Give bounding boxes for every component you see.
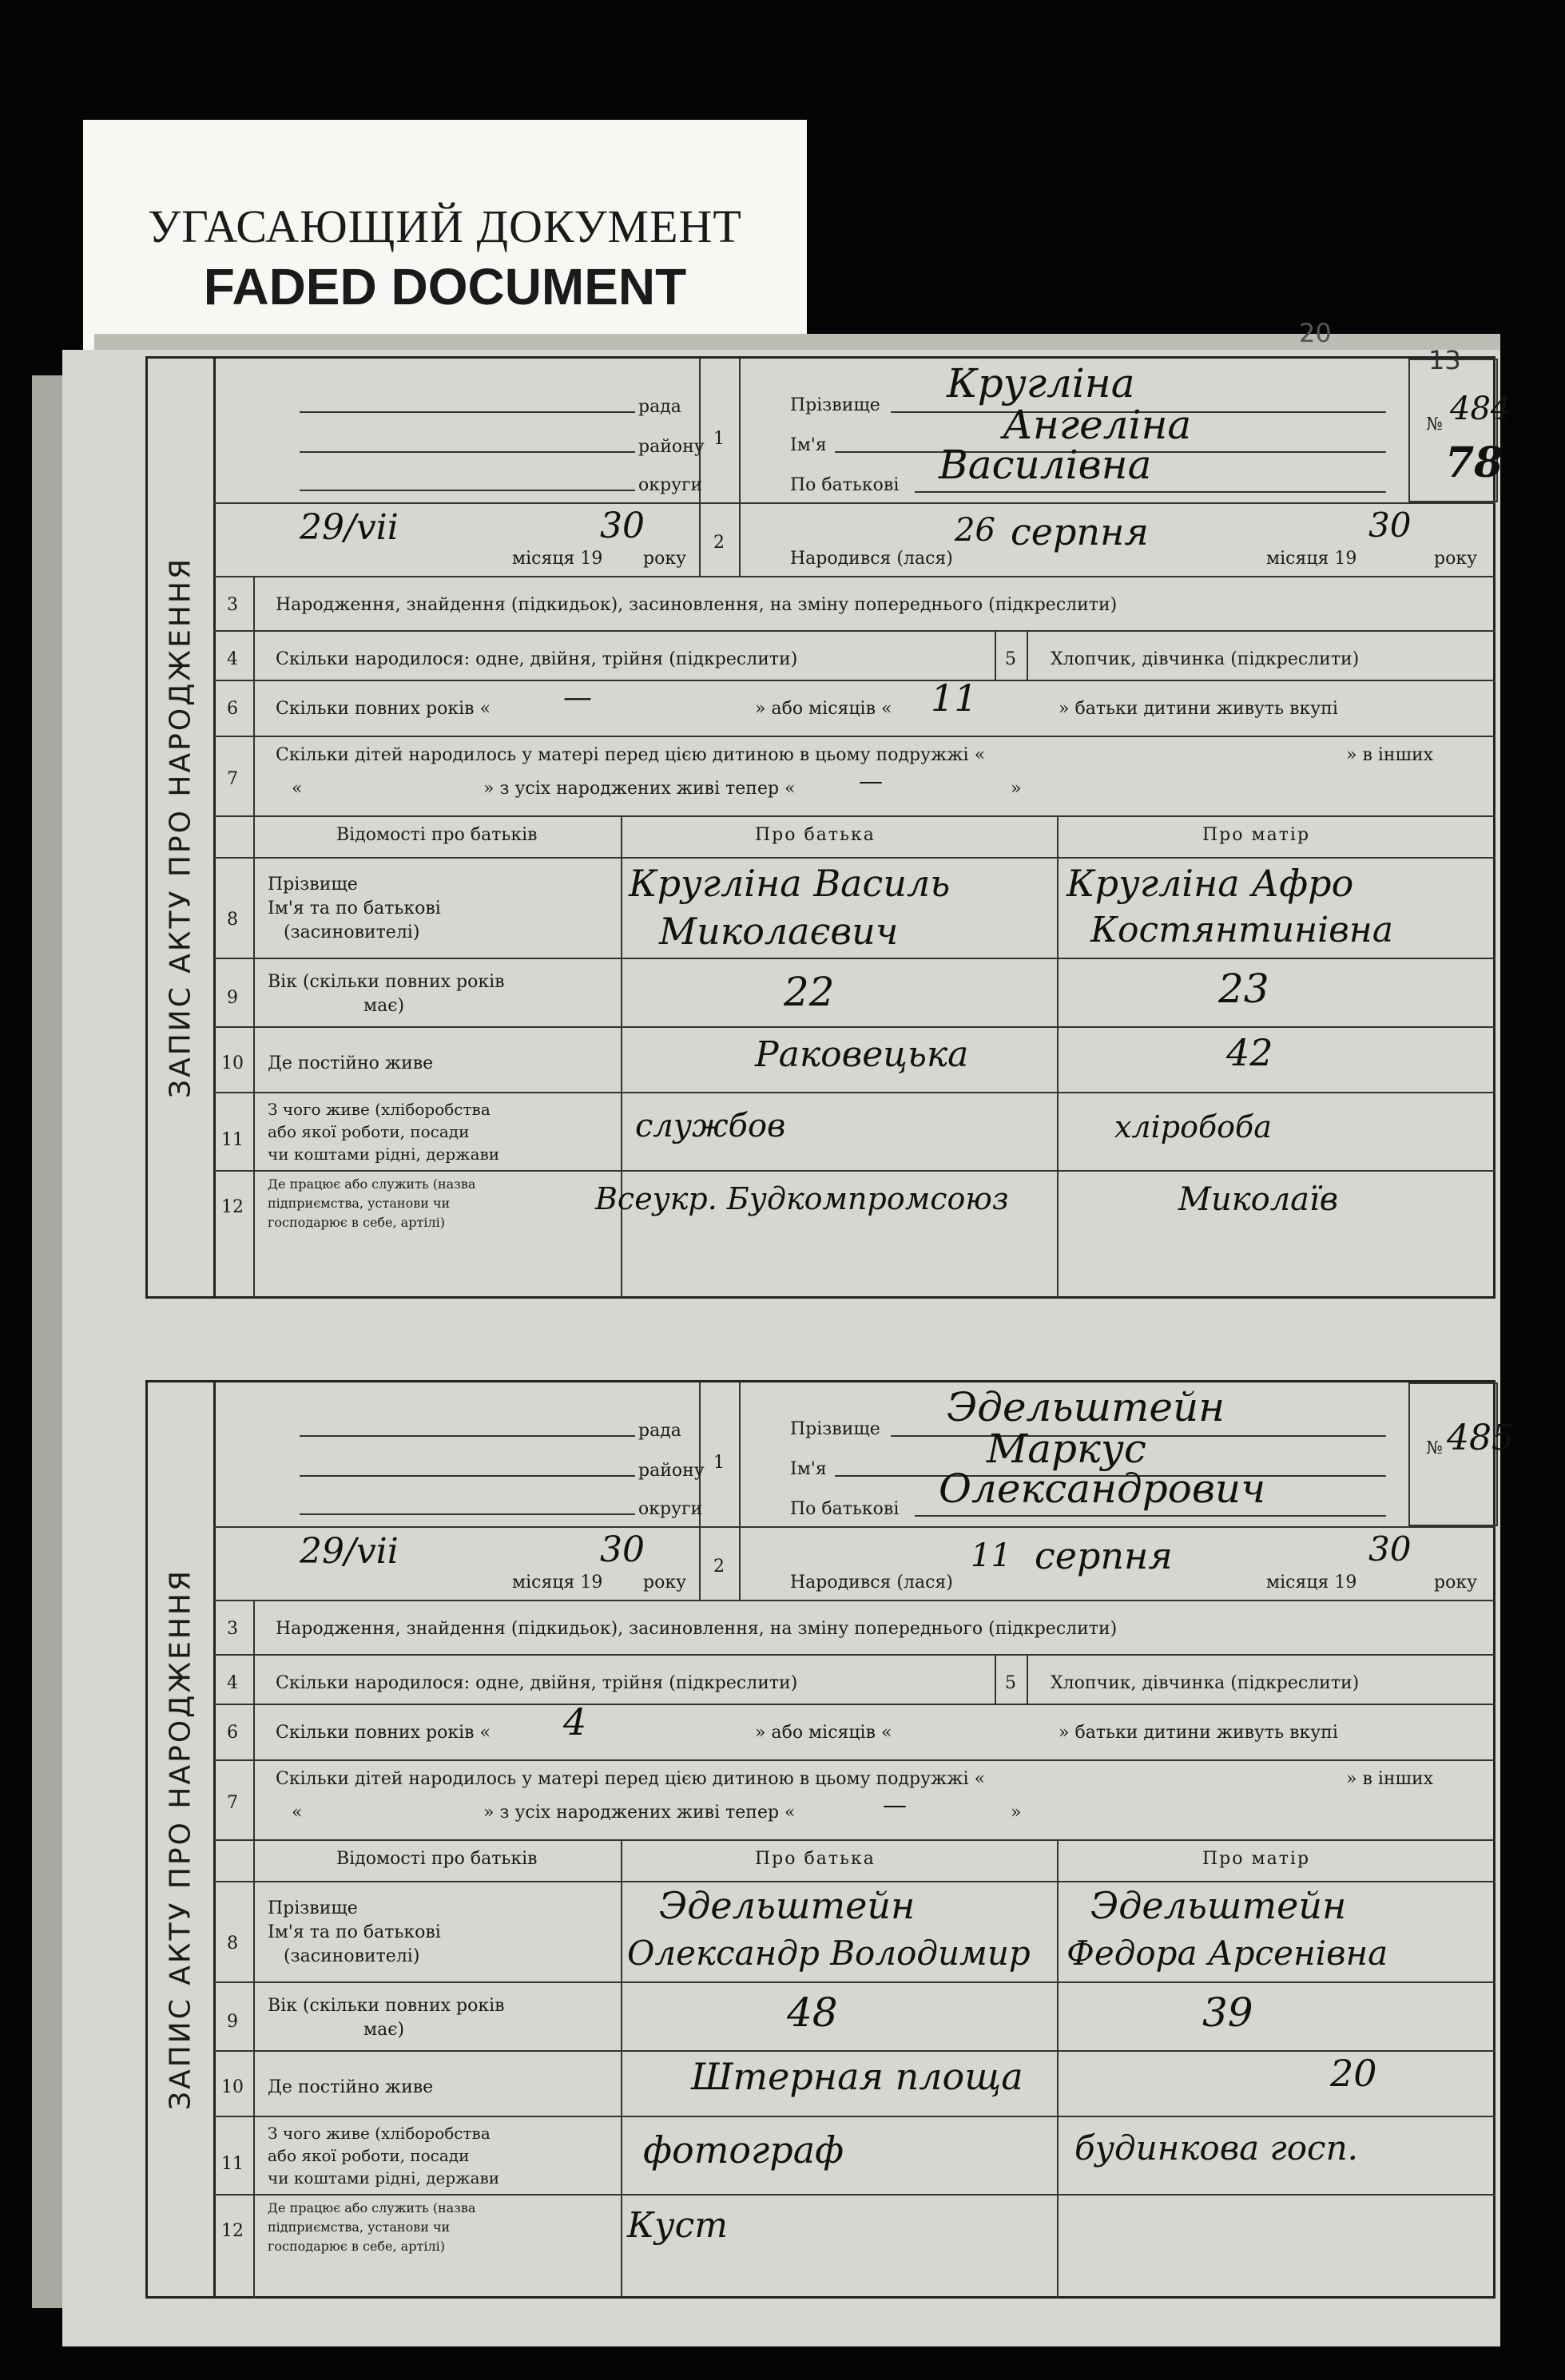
row-number: 8 xyxy=(227,910,238,930)
rule-line xyxy=(213,1881,1495,1882)
printed-label: або якої роботи, посади xyxy=(268,1122,470,1141)
father-occupation: службов xyxy=(635,1108,786,1144)
printed-label: Де працює або служить (назва xyxy=(268,2200,476,2215)
father-name: Олександр Володимир xyxy=(627,1934,1031,1973)
row-number: 11 xyxy=(221,2154,244,2174)
printed-label: має) xyxy=(363,2020,405,2040)
row-number: 1 xyxy=(713,429,725,449)
printed-label: № xyxy=(1426,415,1443,434)
birth-year: 30 xyxy=(1368,506,1412,545)
printed-label: Де постійно живе xyxy=(268,1053,434,1073)
rule-line xyxy=(213,2194,1495,2196)
mother-occupation: будинкова госп. xyxy=(1074,2128,1358,2168)
rule-line xyxy=(213,680,1495,681)
birth-year: 30 xyxy=(1368,1529,1412,1569)
printed-label: місяця 19 xyxy=(512,549,603,569)
row-number: 12 xyxy=(221,2221,244,2241)
row-number: 9 xyxy=(227,988,238,1008)
rule-line xyxy=(915,491,1386,493)
father-surname: Кругліна Василь xyxy=(629,862,951,905)
residence-street: Штерная площа xyxy=(691,2055,1023,2098)
printed-label: місяця 19 xyxy=(1266,549,1357,569)
child-name: Ангеліна xyxy=(1003,402,1192,448)
printed-label: З чого живе (хліборобства xyxy=(268,1100,491,1119)
mother-surname: Кругліна Афро xyxy=(1067,862,1354,905)
row-number: 6 xyxy=(227,1723,238,1743)
printed-label: Скільки народилося: одне, двійня, трійня (підкреслити) xyxy=(276,1673,798,1693)
child-surname: Эдельштейн xyxy=(947,1384,1225,1430)
column-rule xyxy=(621,815,622,1299)
pencil-mark-top: 20 xyxy=(1299,318,1332,348)
label-russian: УГАСАЮЩИЙ ДОКУМЕНТ xyxy=(148,200,742,252)
printed-label: має) xyxy=(363,996,405,1016)
printed-label: рада xyxy=(638,1421,681,1441)
birth-record-form xyxy=(145,1380,1514,2299)
record-number: 484 xyxy=(1450,391,1511,427)
printed-label: « xyxy=(292,1803,303,1823)
row-number: 8 xyxy=(227,1934,238,1954)
row-number: 5 xyxy=(1005,649,1016,669)
record-number: 485 xyxy=(1447,1418,1514,1458)
child-name: Маркус xyxy=(987,1426,1146,1472)
form-side-title: ЗАПИС АКТУ ПРО НАРОДЖЕННЯ xyxy=(148,1382,216,2296)
printed-label: Про матір xyxy=(1202,825,1311,845)
printed-label: Скільки дітей народилось у матері перед цією дитиною в цьому подружжі « xyxy=(276,745,986,765)
printed-label: округи xyxy=(638,475,703,495)
row-number: 9 xyxy=(227,2012,238,2032)
printed-label: року xyxy=(1434,1573,1478,1593)
row-number: 5 xyxy=(1005,1673,1016,1693)
printed-label: Відомості про батьків xyxy=(336,1849,538,1869)
rule-line xyxy=(300,1435,635,1437)
column-rule xyxy=(739,1382,741,1600)
children-living: — xyxy=(883,1791,907,1819)
printed-label: » з усіх народжених живі тепер « xyxy=(483,779,796,799)
printed-label: Скільки дітей народилось у матері перед цією дитиною в цьому подружжі « xyxy=(276,1769,986,1789)
column-rule xyxy=(699,1382,701,1600)
rule-line xyxy=(213,1600,1495,1601)
printed-label: З чого живе (хліборобства xyxy=(268,2124,491,2143)
printed-label: (засиновителі) xyxy=(284,922,420,942)
children-living: — xyxy=(859,768,883,795)
row-number: 3 xyxy=(227,1619,238,1639)
registration-day: 29/vіі xyxy=(300,1531,399,1572)
rule-line xyxy=(213,1526,1495,1528)
column-rule xyxy=(739,359,741,576)
child-surname: Кругліна xyxy=(947,360,1135,407)
row-number: 1 xyxy=(713,1453,725,1473)
father-workplace: Куст xyxy=(627,2205,728,2246)
printed-label: місяця 19 xyxy=(1266,1573,1357,1593)
row-number: 2 xyxy=(713,533,725,553)
mother-age: 39 xyxy=(1202,1989,1253,2036)
mother-surname: Эдельштейн xyxy=(1090,1884,1347,1927)
child-patronymic: Василівна xyxy=(939,442,1152,488)
row-number: 12 xyxy=(221,1197,244,1217)
printed-label: господарює в себе, артілі) xyxy=(268,1215,445,1230)
rule-line xyxy=(213,576,1495,577)
rule-line xyxy=(213,1092,1495,1093)
record-number-alt: 78 xyxy=(1445,438,1503,487)
father-occupation: фотограф xyxy=(643,2128,844,2172)
column-rule xyxy=(253,1839,255,2299)
printed-label: чи коштами рідні, держави xyxy=(268,2168,500,2188)
rule-line xyxy=(213,958,1495,959)
months-together: 11 xyxy=(931,676,978,720)
printed-label: рада xyxy=(638,397,681,417)
father-age: 48 xyxy=(787,1989,838,2036)
rule-line xyxy=(213,1704,1495,1705)
years-together: — xyxy=(563,681,592,714)
printed-label: Де працює або служить (назва xyxy=(268,1176,476,1192)
printed-label: року xyxy=(643,1573,687,1593)
printed-label: підприємства, установи чи xyxy=(268,1196,451,1211)
printed-label: » з усіх народжених живі тепер « xyxy=(483,1803,796,1823)
rule-line xyxy=(213,736,1495,737)
rule-line xyxy=(213,630,1495,632)
rule-line xyxy=(213,1759,1495,1761)
printed-label: району xyxy=(638,437,705,457)
printed-label: Ім'я xyxy=(790,1459,827,1479)
mother-age: 23 xyxy=(1218,966,1269,1012)
row-number: 7 xyxy=(227,1793,238,1813)
rule-line xyxy=(300,411,635,413)
printed-label: » або місяців « xyxy=(755,1723,892,1743)
printed-label: підприємства, установи чи xyxy=(268,2219,451,2235)
rule-line xyxy=(213,857,1495,859)
printed-label: Де постійно живе xyxy=(268,2077,434,2097)
registration-year: 30 xyxy=(600,506,645,546)
column-rule xyxy=(1057,815,1059,1299)
printed-label: округи xyxy=(638,1499,703,1519)
printed-label: Народження, знайдення (підкидьок), засиновлення, на зміну попереднього (підкреслити) xyxy=(276,595,1118,615)
register-page xyxy=(62,318,1514,2346)
rule-line xyxy=(213,815,1495,817)
father-age: 22 xyxy=(784,969,835,1015)
printed-label: Народився (лася) xyxy=(790,549,953,569)
printed-label: Вік (скільки повних років xyxy=(268,972,505,992)
printed-label: року xyxy=(1434,549,1478,569)
pencil-mark-corner: 13 xyxy=(1428,345,1461,375)
row-number: 10 xyxy=(221,2077,244,2097)
printed-label: Ім'я та по батькові xyxy=(268,898,441,918)
faded-document-label xyxy=(83,120,807,351)
printed-label: Хлопчик, дівчинка (підкреслити) xyxy=(1051,1673,1360,1693)
printed-label: » xyxy=(1011,779,1022,799)
rule-line xyxy=(300,490,635,491)
printed-label: Народився (лася) xyxy=(790,1573,953,1593)
printed-label: Скільки народилося: одне, двійня, трійня (підкреслити) xyxy=(276,649,798,669)
mother-name: Костянтинівна xyxy=(1090,910,1393,950)
printed-label: Про батька xyxy=(755,825,876,845)
column-rule xyxy=(253,815,255,1299)
printed-label: Скільки повних років « xyxy=(276,1723,491,1743)
printed-label: або якої роботи, посади xyxy=(268,2146,470,2165)
column-rule xyxy=(1027,630,1028,680)
printed-label: № xyxy=(1426,1438,1443,1458)
back-sheet-left-edge xyxy=(32,375,64,2308)
label-english: FADED DOCUMENT xyxy=(203,258,687,315)
row-number: 6 xyxy=(227,699,238,719)
printed-label: року xyxy=(643,549,687,569)
row-number: 3 xyxy=(227,595,238,615)
printed-label: » батьки дитини живуть вкупі xyxy=(1059,1723,1338,1743)
printed-label: Прізвище xyxy=(268,875,358,894)
row-number: 7 xyxy=(227,769,238,789)
row-number: 11 xyxy=(221,1130,244,1150)
printed-label: Прізвище xyxy=(790,395,880,415)
rule-line xyxy=(300,1513,635,1515)
birth-month: серпня xyxy=(1035,1534,1173,1577)
printed-label: Прізвище xyxy=(268,1898,358,1918)
printed-label: Про батька xyxy=(755,1849,876,1869)
printed-label: » батьки дитини живуть вкупі xyxy=(1059,699,1338,719)
row-number: 10 xyxy=(221,1053,244,1073)
column-rule xyxy=(1057,1839,1059,2299)
printed-label: Ім'я xyxy=(790,435,827,455)
row-number: 2 xyxy=(713,1557,725,1577)
column-rule xyxy=(1027,1654,1028,1704)
printed-label: району xyxy=(638,1461,705,1481)
residence-street: Раковецька xyxy=(755,1034,969,1075)
child-patronymic: Олександрович xyxy=(939,1466,1266,1512)
printed-label: Ім'я та по батькові xyxy=(268,1922,441,1942)
printed-label: Народження, знайдення (підкидьок), засиновлення, на зміну попереднього (підкреслити) xyxy=(276,1619,1118,1639)
printed-label: Скільки повних років « xyxy=(276,699,491,719)
printed-label: По батькові xyxy=(790,475,900,495)
rule-line xyxy=(213,1839,1495,1841)
rule-line xyxy=(213,1026,1495,1028)
printed-label: господарює в себе, артілі) xyxy=(268,2239,445,2254)
birth-day: 26 xyxy=(955,512,995,549)
mother-workplace: Миколаїв xyxy=(1178,1181,1339,1218)
father-name: Миколаєвич xyxy=(659,910,899,953)
rule-line xyxy=(915,1515,1386,1517)
row-number: 4 xyxy=(227,649,238,669)
rule-line xyxy=(213,2050,1495,2052)
column-rule xyxy=(253,576,255,815)
printed-label: » xyxy=(1011,1803,1022,1823)
printed-label: (засиновителі) xyxy=(284,1946,420,1966)
printed-label: Відомості про батьків xyxy=(336,825,538,845)
printed-label: чи коштами рідні, держави xyxy=(268,1144,500,1164)
printed-label: » в інших xyxy=(1346,745,1434,765)
birth-record-form xyxy=(145,356,1511,1299)
rule-line xyxy=(300,1475,635,1477)
printed-label: Прізвище xyxy=(790,1419,880,1439)
column-rule xyxy=(621,1839,622,2299)
residence-house: 20 xyxy=(1330,2052,1377,2095)
rule-line xyxy=(213,1654,1495,1656)
rule-line xyxy=(300,451,635,453)
mother-occupation: хліробоба xyxy=(1114,1109,1272,1144)
birth-day: 11 xyxy=(971,1537,1011,1574)
rule-line xyxy=(213,1981,1495,1983)
column-rule xyxy=(253,1600,255,1839)
printed-label: Хлопчик, дівчинка (підкреслити) xyxy=(1051,649,1360,669)
rule-line xyxy=(213,2116,1495,2117)
father-surname: Эдельштейн xyxy=(659,1884,916,1927)
printed-label: Вік (скільки повних років xyxy=(268,1996,505,2016)
form-side-title: ЗАПИС АКТУ ПРО НАРОДЖЕННЯ xyxy=(148,359,216,1296)
birth-month: серпня xyxy=(1011,510,1149,553)
rule-line xyxy=(213,502,1495,504)
printed-label: Про матір xyxy=(1202,1849,1311,1869)
printed-label: » в інших xyxy=(1346,1769,1434,1789)
father-workplace: Всеукр. Будкомпромсоюз xyxy=(595,1181,1009,1216)
mother-name: Федора Арсенівна xyxy=(1067,1934,1388,1973)
rule-line xyxy=(213,1170,1495,1172)
printed-label: « xyxy=(292,779,303,799)
column-rule xyxy=(699,359,701,576)
printed-label: » або місяців « xyxy=(755,699,892,719)
years-together: 4 xyxy=(563,1700,587,1743)
printed-label: місяця 19 xyxy=(512,1573,603,1593)
row-number: 4 xyxy=(227,1673,238,1693)
printed-label: По батькові xyxy=(790,1499,900,1519)
residence-house: 42 xyxy=(1226,1031,1273,1074)
registration-day: 29/vіі xyxy=(300,507,399,548)
registration-year: 30 xyxy=(600,1529,645,1570)
